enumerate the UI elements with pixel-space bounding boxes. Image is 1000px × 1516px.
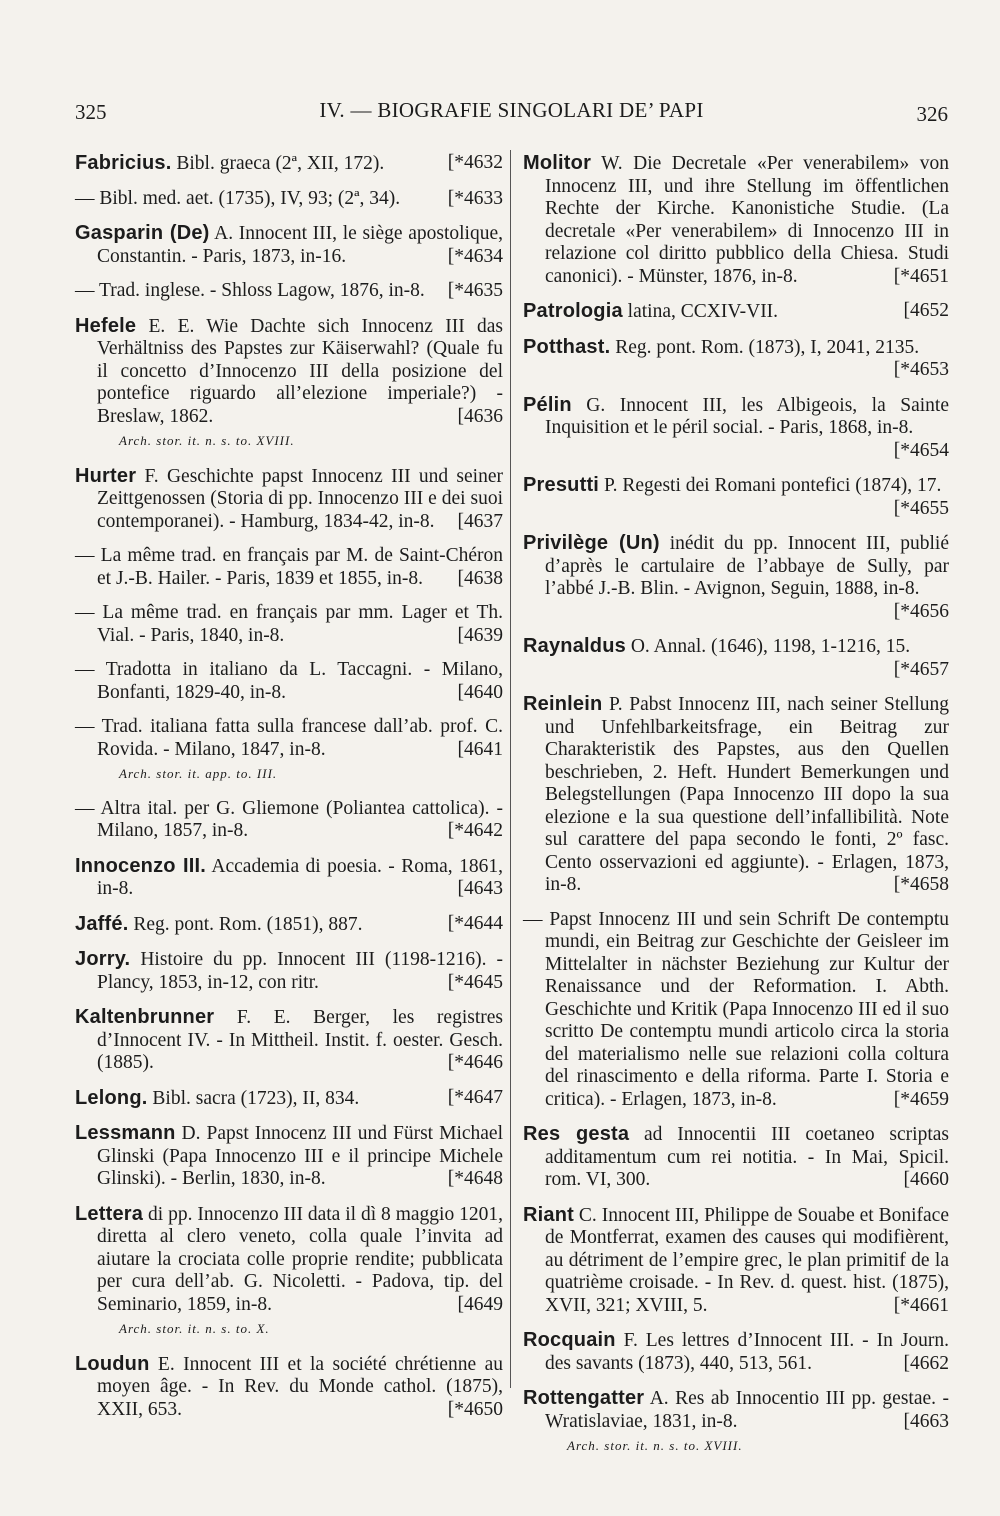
entry-text: La même trad. en français par mm. Lager et Th. Vial. - Paris, 1840, in-8. — [97, 602, 503, 646]
bibliography-entry — [523, 152, 949, 288]
ditto-dash: — — [75, 602, 103, 623]
right-column — [523, 152, 949, 1470]
bibliography-entry — [75, 188, 503, 211]
bibliography-entry — [75, 465, 503, 534]
entry-heading: Patrologia — [523, 300, 623, 322]
left-column — [75, 152, 503, 1433]
ditto-dash: — — [75, 797, 101, 819]
entry-note: Arch. stor. it. n. s. to. X. — [119, 1321, 270, 1336]
entry-heading: Potthast. — [523, 335, 611, 358]
entry-number: [*4635 — [447, 280, 503, 301]
entry-number: [*4650 — [447, 1398, 503, 1420]
running-head — [75, 96, 948, 126]
entry-text: A. Innocent III, le siège apostolique, Constantin. - Paris, 1873, in-16. — [97, 223, 503, 267]
entry-text: Histoire du pp. Innocent III (1198-1216). - Plancy, 1853, in-12, con ritr. — [97, 949, 503, 993]
entry-number: [*4634 — [447, 245, 503, 267]
entry-number: [*4632 — [447, 152, 503, 173]
page-title: IV. — BIOGRAFIE SINGOLARI DE’ PAPI — [319, 98, 704, 122]
entry-number: [*4654 — [893, 439, 949, 461]
entry-note: Arch. stor. it. app. to. III. — [119, 766, 278, 781]
bibliography-entry — [75, 280, 503, 303]
bibliography-entry — [75, 716, 503, 786]
bibliography-entry — [523, 532, 949, 623]
entry-number: [4638 — [457, 567, 503, 589]
entry-heading: Raynaldus — [523, 635, 626, 657]
entry-text: Papst Innocenz III und sein Schrift De contemptu mundi, ein Beitrag zur Geschichte der Geisleer im Mittelalter in nächster Beziehung zur Kultur der Renaissance und der Reformation. I. Abth. Geschichte und Kritik (Papa Innocenzo III ed il suo scritto De contemptu mundi articolo circa la storia del materialismo nelle sue relazioni colla coltura del rinascimento e della riforma. Parte I. Storia e critica). - Erlagen, 1873, in-8. — [545, 908, 950, 1110]
entry-note: Arch. stor. it. n. s. to. XVIII. — [119, 433, 295, 448]
ditto-dash: — — [75, 659, 106, 680]
entry-text: A. Res ab Innocentio III pp. gestae. - Wratislaviae, 1831, in-8. — [545, 1388, 949, 1432]
bibliography-entry — [523, 336, 949, 382]
entry-number: [*4633 — [447, 187, 503, 209]
entry-number: [*4655 — [893, 497, 949, 519]
entry-number: [4660 — [903, 1169, 949, 1190]
entry-number: [*4653 — [893, 359, 949, 380]
entry-heading: Jaffé. — [75, 912, 129, 935]
entry-number: [*4656 — [893, 600, 949, 622]
bibliography-entry — [523, 635, 949, 681]
entry-text: P. Pabst Innocenz III, nach seiner Stellung und Unfehlbarkeitsfrage, ein Beitrag zur Charakteristik des Papstes, aus den Quellen beschrieben, 2. Heft. Hundert Bemerkungen und Belegstellungen (Papa Innocenzo III dopo la sua elezione e la sua questione dell’infallibilità. Note sul carattere del papa secondo le fonti, 2º fasc. Cento osservazioni ed aggiunte). - Erlagen, 1873, in-8. — [545, 694, 949, 895]
entry-note: Arch. stor. it. n. s. to. XVIII. — [567, 1438, 743, 1453]
entry-number: [*4646 — [447, 1052, 503, 1073]
entry-text: Accademia di poesia. - Roma, 1861, in-8. — [97, 855, 503, 899]
entry-text: inédit du pp. Innocent III, publié d’après le cartulaire de l’abbaye de Sully, par l’abbé J.-B. Blin. - Avignon, Seguin, 1888, in-8. — [545, 533, 949, 599]
entry-heading: Rocquain — [523, 1329, 616, 1351]
entry-text: D. Papst Innocenz III und Fürst Michael Glinski (Papa Innocenzo III e il principe Michele Glinski). - Berlin, 1830, in-8. — [97, 1123, 503, 1189]
entry-heading: Presutti — [523, 474, 600, 496]
entry-text: Bibl. med. aet. (1735), IV, 93; (2ª, 34). — [99, 187, 401, 209]
entry-number: [4643 — [457, 878, 503, 899]
entry-heading: Lessmann — [75, 1122, 176, 1144]
ditto-dash: — — [75, 187, 100, 209]
entry-number: [4662 — [903, 1352, 949, 1374]
entry-heading: Fabricius. — [75, 152, 172, 174]
entry-number: [4663 — [903, 1410, 949, 1432]
entry-heading: Rottengatter — [523, 1387, 645, 1409]
bibliography-entry — [75, 1203, 503, 1341]
entry-heading: Pélin — [523, 393, 572, 416]
entry-heading: Hurter — [75, 464, 137, 487]
bibliography-entry — [523, 1123, 949, 1192]
ditto-dash: — — [75, 716, 102, 737]
entry-number: [*4647 — [447, 1086, 503, 1108]
bibliography-entry — [523, 1329, 949, 1375]
entry-number: [*4644 — [447, 912, 503, 934]
bibliography-entry — [523, 693, 949, 897]
page-number-right: 326 — [916, 102, 948, 126]
ditto-dash: — — [75, 280, 100, 301]
bibliography-entry — [75, 913, 503, 937]
entry-text: Trad. inglese. - Shloss Lagow, 1876, in-8. — [99, 280, 425, 301]
entry-text: E. E. Wie Dachte sich Innocenz III das Verhältniss des Papstes zur Käiserwahl? (Quale fu il concetto d’Innocenzo III della posizione del pontefice riguardo all’elezione imperiale?) - Breslaw, 1862. — [97, 315, 503, 427]
entry-number: [*4645 — [447, 971, 503, 993]
page-number-left: 325 — [75, 100, 107, 124]
bibliography-entry — [75, 798, 503, 843]
bibliography-entry — [75, 315, 503, 453]
entry-number: [4640 — [457, 681, 503, 703]
bibliography-entry — [75, 1087, 503, 1111]
entry-text: ad Innocentii III coetaneo scriptas additamentum cum rei notitia. - In Mai, Spicil. rom. VI, 300. — [545, 1124, 949, 1190]
entry-text: latina, CCXIV-VII. — [622, 301, 779, 322]
column-divider — [510, 150, 511, 1388]
entry-number: [4652 — [903, 300, 949, 321]
entry-text: Tradotta in italiano da L. Taccagni. - Milano, Bonfanti, 1829-40, in-8. — [97, 659, 504, 703]
entry-number: [4636 — [457, 405, 503, 427]
bibliography-entry — [523, 1387, 949, 1458]
bibliography-entry — [75, 1122, 503, 1191]
entry-text: W. Die Decretale «Per venerabilem» von Innocenz III, und ihre Stellung im öffentlichen Rechte der Kirche. Kanonistiche Studie. (La decretale «Per venerabilem» di Innocenzo III in relazione col diritto pubblico della Chiesa. Studi canonici). - Münster, 1876, in-8. — [545, 153, 949, 287]
entry-heading: Loudun — [75, 1352, 150, 1375]
entry-number: [4637 — [457, 510, 503, 532]
entry-heading: Privilège (Un) — [523, 532, 660, 554]
entry-number: [*4651 — [893, 265, 949, 287]
entry-text: La même trad. en français par M. de Saint-Chéron et J.-B. Hailer. - Paris, 1839 et 1855, in-8. — [97, 545, 503, 589]
bibliography-entry — [75, 1353, 503, 1422]
entry-heading: Innocenzo III. — [75, 854, 207, 877]
ditto-dash: — — [523, 908, 550, 930]
entry-text: Altra ital. per G. Gliemone (Poliantea cattolica). - Milano, 1857, in-8. — [97, 797, 503, 841]
entry-text: Trad. italiana fatta sulla francese dall’ab. prof. C. Rovida. - Milano, 1847, in-8. — [97, 716, 503, 760]
entry-number: [4649 — [457, 1293, 503, 1315]
entry-text: O. Annal. (1646), 1198, 1-1216, 15. — [625, 636, 911, 657]
entry-text: Reg. pont. Rom. (1873), I, 2041, 2135. — [610, 336, 920, 358]
entry-text: G. Innocent III, les Albigeois, la Sainte Inquisition et le péril social. - Paris, 1868, in-8. — [545, 394, 949, 438]
entry-text: E. Innocent III et la société chrétienne au moyen âge. - In Rev. du Monde cathol. (1875), XXII, 653. — [97, 1353, 503, 1420]
ditto-dash: — — [75, 545, 101, 566]
entry-number: [*4657 — [893, 658, 949, 680]
bibliography-entry — [75, 545, 503, 590]
bibliography-entry — [75, 948, 503, 994]
entry-text: Reg. pont. Rom. (1851), 887. — [128, 913, 363, 935]
bibliography-entry — [523, 1204, 949, 1318]
entry-text: P. Regesti dei Romani pontefici (1874), 17. — [599, 475, 942, 496]
bibliography-entry — [75, 602, 503, 647]
bibliography-entry — [523, 394, 949, 463]
bibliography-entry — [75, 1006, 503, 1075]
entry-text: Bibl. graeca (2ª, XII, 172). — [171, 153, 385, 174]
entry-heading: Hefele — [75, 314, 137, 337]
entry-heading: Riant — [523, 1203, 574, 1226]
entry-text: di pp. Innocenzo III data il dì 8 maggio 1201, diretta al clero veneto, colla quale l’invita ad aiutare la crociata colle proprie rendite; pubblicata per cura dell’ab. G. Nicoletti. - Padova, tip. del Seminario, 1859, in-8. — [97, 1203, 503, 1315]
bibliography-entry — [75, 855, 503, 901]
entry-heading: Lettera — [75, 1202, 144, 1225]
entry-number: [*4642 — [447, 820, 503, 841]
entry-text: C. Innocent III, Philippe de Souabe et Boniface de Montferrat, examen des causes qui modifièrent, au détriment de l’empire grec, le plan primitif de la quatrième croisade. - In Rev. d. quest. hist. (1875), XVII, 321; XVIII, 5. — [545, 1204, 949, 1316]
entry-heading: Jorry. — [75, 948, 131, 970]
entry-number: [4639 — [457, 624, 503, 646]
entry-heading: Lelong. — [75, 1086, 148, 1109]
entry-number: [*4659 — [893, 1088, 949, 1110]
entry-heading: Reinlein — [523, 693, 603, 715]
entry-number: [*4648 — [447, 1168, 503, 1189]
entry-number: [*4661 — [893, 1294, 949, 1316]
bibliography-entry — [523, 909, 949, 1112]
entry-heading: Res gesta — [523, 1123, 630, 1145]
entry-heading: Kaltenbrunner — [75, 1006, 215, 1028]
bibliography-entry — [523, 300, 949, 324]
entry-text: F. Geschichte papst Innocenz III und seiner Zeittgenossen (Storia di pp. Innocenzo III e dei suoi contemporanei). - Hamburg, 1834-42, in-8. — [97, 465, 503, 532]
entry-heading: Gasparin (De) — [75, 222, 210, 244]
entry-number: [4641 — [457, 738, 503, 760]
bibliography-entry — [75, 152, 503, 176]
entry-text: F. E. Berger, les registres d’Innocent IV. - In Mittheil. Instit. f. oester. Gesch. (1885). — [97, 1007, 503, 1073]
bibliography-entry — [75, 222, 503, 268]
entry-heading: Molitor — [523, 152, 592, 174]
entry-text: Bibl. sacra (1723), II, 834. — [147, 1087, 360, 1109]
bibliography-entry — [75, 659, 503, 704]
bibliography-entry — [523, 474, 949, 520]
entry-number: [*4658 — [893, 874, 949, 895]
entry-text: F. Les lettres d’Innocent III. - In Journ. des savants (1873), 440, 513, 561. — [545, 1330, 949, 1374]
